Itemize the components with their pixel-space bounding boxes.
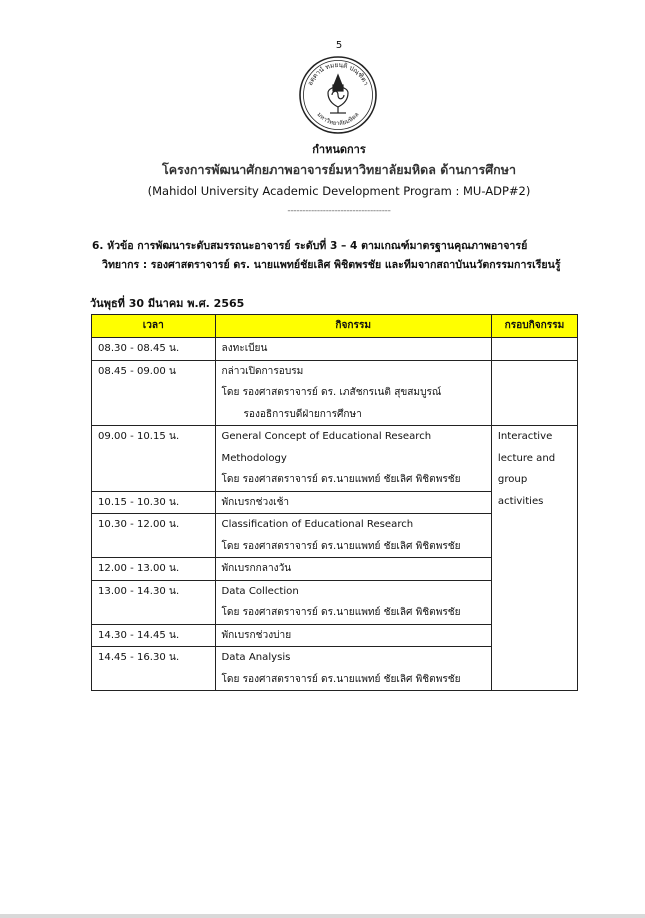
activity-cell xyxy=(215,558,491,581)
frame-line: lecture and xyxy=(497,452,556,464)
time-cell: 09.00 - 10.15 น. xyxy=(92,426,216,492)
activity-line: โดย รองศาสตราจารย์ ดร.นายแพทย์ ชัยเลิศ พิชิตพรชัย xyxy=(221,673,461,685)
project-title-thai: โครงการพัฒนาศักยภาพอาจารย์มหาวิทยาลัยมหิดล ด้านการศึกษา xyxy=(162,162,516,177)
activity-cell xyxy=(215,580,491,624)
document-title: กำหนดการ xyxy=(312,143,366,156)
activity-line: พักเบรกช่วงบ่าย xyxy=(221,629,292,641)
project-title-english: (Mahidol University Academic Development Program : MU-ADP#2) xyxy=(147,184,531,198)
frame-cell xyxy=(491,426,577,691)
topic-heading: 6. หัวข้อ การพัฒนาระดับสมรรถนะอาจารย์ ระดับที่ 3 – 4 ตามเกณฑ์มาตรฐานคุณภาพอาจารย์ xyxy=(92,240,528,252)
page-bottom-edge xyxy=(0,914,645,918)
time-cell: 08.45 - 09.00 น xyxy=(92,360,216,426)
schedule-table xyxy=(91,314,578,691)
time-cell: 14.30 - 14.45 น. xyxy=(92,624,216,647)
table-header-row xyxy=(92,315,578,338)
activity-line: General Concept of Educational Research xyxy=(221,431,432,442)
activity-line: โดย รองศาสตราจารย์ ดร. เภสัชกรเนติ สุขสมบูรณ์ xyxy=(221,387,442,398)
mahidol-university-seal xyxy=(298,55,378,135)
table-row xyxy=(92,426,578,492)
frame-line: Interactive xyxy=(497,431,553,442)
time-cell: 12.00 - 13.00 น. xyxy=(92,558,216,581)
frame-line: group xyxy=(497,474,528,485)
activity-line: Methodology xyxy=(221,452,287,464)
page-number: 5 xyxy=(335,40,343,51)
activity-line: รองอธิการบดีฝ่ายการศึกษา xyxy=(243,408,362,420)
separator-line: ----------------------------------- xyxy=(287,206,391,216)
time-cell: 13.00 - 14.30 น. xyxy=(92,580,216,624)
seal-bottom-text: มหาวิทยาลัยมหิดล xyxy=(315,111,361,128)
topic-block xyxy=(92,237,561,275)
activity-line: โดย รองศาสตราจารย์ ดร.นายแพทย์ ชัยเลิศ พิชิตพรชัย xyxy=(221,607,461,618)
activity-cell xyxy=(215,426,491,492)
activity-cell xyxy=(215,647,491,691)
frame-cell-empty xyxy=(491,338,577,361)
activity-cell xyxy=(215,360,491,426)
activity-line: Data Collection xyxy=(221,585,299,597)
seal-emblem-icon xyxy=(328,75,348,113)
time-cell: 08.30 - 08.45 น. xyxy=(92,338,216,361)
session-date: วันพุธที่ 30 มีนาคม พ.ศ. 2565 xyxy=(90,297,245,310)
activity-line: Classification of Educational Research xyxy=(221,519,414,530)
activity-line: ลงทะเบียน xyxy=(221,343,268,354)
header-activity: กิจกรรม xyxy=(215,315,491,338)
frame-cell-empty xyxy=(491,360,577,426)
time-cell: 10.15 - 10.30 น. xyxy=(92,491,216,514)
header-time: เวลา xyxy=(92,315,216,338)
activity-cell xyxy=(215,491,491,514)
activity-line: พักเบรกกลางวัน xyxy=(221,563,292,574)
frame-line: activities xyxy=(497,495,544,507)
time-cell: 14.45 - 16.30 น. xyxy=(92,647,216,691)
activity-cell xyxy=(215,624,491,647)
activity-line: พักเบรกช่วงเช้า xyxy=(221,496,290,508)
header-activity-frame: กรอบกิจกรรม xyxy=(491,315,577,338)
activity-line: Data Analysis xyxy=(221,652,291,663)
speaker-line: วิทยากร : รองศาสตราจารย์ ดร. นายแพทย์ชัยเลิศ พิชิตพรชัย และทีมจากสถาบันนวัตกรรมการเรียนรู้ xyxy=(102,259,561,271)
activity-cell xyxy=(215,514,491,558)
seal-arc-text: อตฺตานํ ทมยนฺติ ปณฺฑิตา xyxy=(305,60,371,87)
activity-line: กล่าวเปิดการอบรม xyxy=(221,365,304,377)
time-cell: 10.30 - 12.00 น. xyxy=(92,514,216,558)
activity-cell xyxy=(215,338,491,361)
table-row xyxy=(92,338,578,361)
activity-line: โดย รองศาสตราจารย์ ดร.นายแพทย์ ชัยเลิศ พิชิตพรชัย xyxy=(221,474,461,485)
activity-line: โดย รองศาสตราจารย์ ดร.นายแพทย์ ชัยเลิศ พิชิตพรชัย xyxy=(221,540,461,552)
table-row xyxy=(92,360,578,426)
